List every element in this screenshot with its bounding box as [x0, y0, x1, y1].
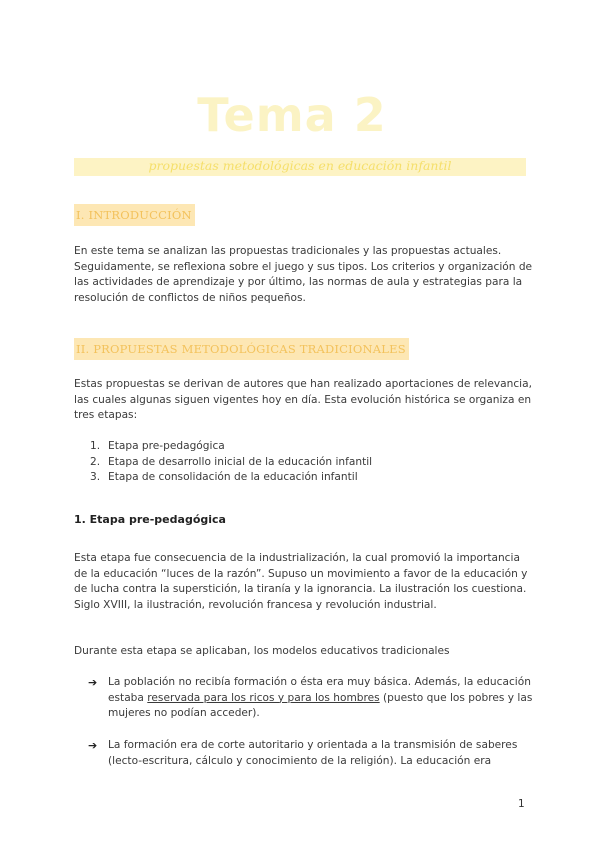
arrow-right-icon: ➔	[88, 739, 98, 752]
list-item: 3. Etapa de consolidación de la educación infantil	[90, 471, 358, 483]
bullet-item: ➔ La formación era de corte autoritario y orientada a la transmisión de saberes (lecto-escritura, cálculo y conocimiento de la religión). La educación era	[88, 739, 518, 767]
arrow-right-icon: ➔	[88, 676, 98, 689]
page-subtitle: propuestas metodológicas en educación infantil	[148, 158, 452, 173]
stage-paragraph: Esta etapa fue consecuencia de la industrialización, la cual promovió la importancia de la educación “luces de la razón”. Supuso un movimiento a favor de la educación y de lucha contra la superstición, la tiranía y la ignorancia. La ilustración los cuestiona. Siglo XVIII, la ilustración, revolución francesa y revolución industrial.	[74, 552, 528, 611]
stage-intro-paragraph: Durante esta etapa se aplicaban, los modelos educativos tradicionales	[74, 645, 450, 657]
stages-list	[90, 439, 372, 486]
section-heading-introduccion: I. INTRODUCCIÓN	[74, 204, 195, 226]
list-item: 1. Etapa pre-pedagógica	[90, 440, 225, 452]
bullet-item: ➔ La población no recibía formación o ésta era muy básica. Además, la educación estaba reservada para los ricos y para los hombres (puesto que los pobres y las mujeres no podían acceder).	[88, 676, 533, 719]
page-number: 1	[518, 798, 525, 810]
propuestas-paragraph: Estas propuestas se derivan de autores que han realizado aportaciones de relevancia, las cuales algunas siguen vigentes hoy en día. Esta evolución histórica se organiza en tres etapas:	[74, 378, 532, 421]
list-item: 2. Etapa de desarrollo inicial de la educación infantil	[90, 455, 373, 468]
stage-heading: 1. Etapa pre-pedagógica	[74, 513, 226, 526]
section-heading-propuestas: II. PROPUESTAS METODOLÓGICAS TRADICIONALES	[74, 338, 409, 360]
page-title: Tema 2	[197, 88, 387, 142]
intro-paragraph: En este tema se analizan las propuestas tradicionales y las propuestas actuales. Seguidamente, se reflexiona sobre el juego y sus tipos. Los criterios y organización de las actividades de aprendizaje y por último, las normas de aula y estrategias para la resolución de conflictos de niños pequeños.	[74, 245, 533, 304]
